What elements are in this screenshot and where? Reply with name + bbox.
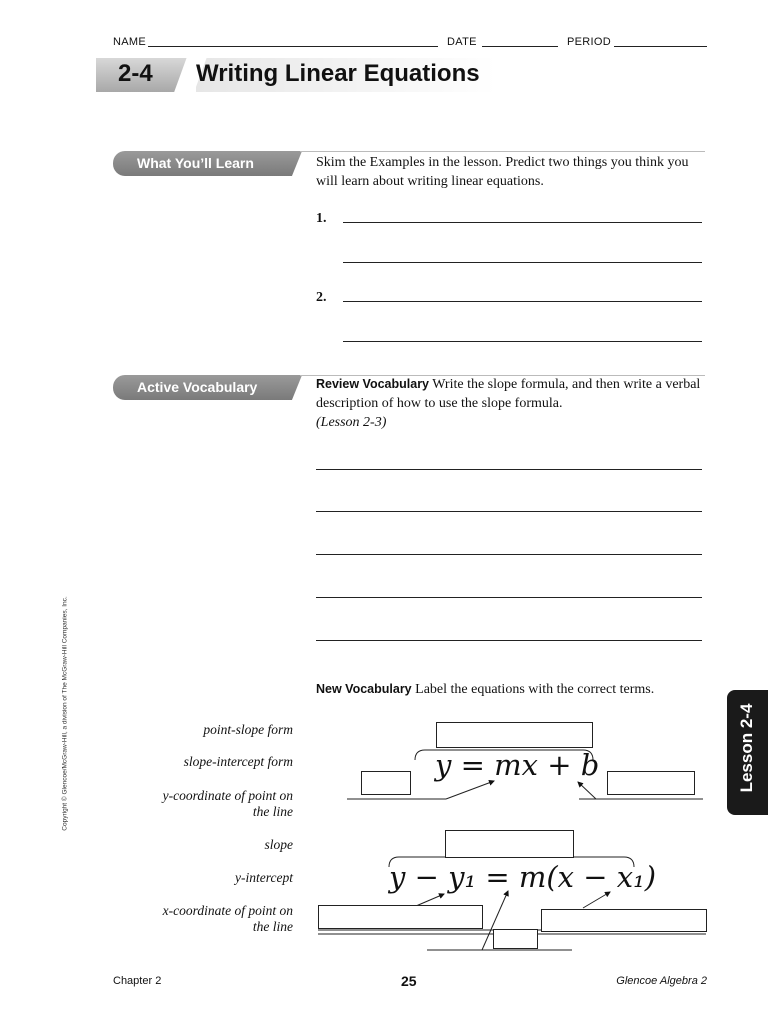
review-vocabulary-prompt: Write the slope formula, and then write a verbal description of how to use the slope formula. bbox=[316, 377, 701, 411]
lesson-side-tab bbox=[727, 690, 768, 815]
name-label: NAME bbox=[113, 36, 146, 48]
term-slope: slope bbox=[264, 837, 293, 852]
term-y-coordinate: y-coordinate of point on the line bbox=[162, 788, 293, 819]
footer-book-title: Glencoe Algebra 2 bbox=[616, 975, 707, 987]
eq2-label-box-left[interactable] bbox=[318, 905, 483, 929]
slope-intercept-equation: y = mx + b bbox=[435, 748, 600, 782]
term-point-slope-form: point-slope form bbox=[203, 722, 293, 737]
eq1-label-box-right[interactable] bbox=[607, 771, 695, 795]
new-vocabulary-heading: New Vocabulary bbox=[316, 682, 412, 696]
review-vocabulary-heading: Review Vocabulary bbox=[316, 377, 430, 391]
point-slope-equation: y − y₁ = m(x − x₁) bbox=[389, 860, 657, 894]
footer-chapter: Chapter 2 bbox=[113, 975, 162, 987]
tab-label: What You’ll Learn bbox=[137, 155, 254, 171]
period-label: PERIOD bbox=[567, 36, 611, 48]
term-y-intercept: y-intercept bbox=[235, 870, 293, 885]
item-number-2: 2. bbox=[316, 290, 327, 305]
tab-label: Active Vocabulary bbox=[137, 379, 258, 395]
eq2-label-box-bottom[interactable] bbox=[493, 929, 538, 949]
page-title: Writing Linear Equations bbox=[196, 60, 480, 87]
eq1-label-box-top[interactable] bbox=[436, 722, 593, 748]
learn-prompt: Skim the Examples in the lesson. Predict two things you think you will learn about writing linear equations. bbox=[316, 155, 689, 189]
item-number-1: 1. bbox=[316, 211, 327, 226]
term-slope-intercept-form: slope-intercept form bbox=[183, 754, 293, 769]
eq2-label-box-right[interactable] bbox=[541, 909, 707, 932]
term-x-coordinate: x-coordinate of point on the line bbox=[162, 903, 293, 934]
eq2-label-box-top[interactable] bbox=[445, 830, 574, 858]
copyright-notice: Copyright © Glencoe/McGraw-Hill, a division of The McGraw-Hill Companies, Inc. bbox=[61, 596, 69, 831]
date-label: DATE bbox=[447, 36, 477, 48]
review-vocabulary-reference: (Lesson 2-3) bbox=[316, 415, 387, 430]
lesson-number: 2-4 bbox=[118, 60, 153, 87]
side-tab-label: Lesson 2-4 bbox=[737, 703, 756, 793]
footer-page-number: 25 bbox=[401, 973, 417, 989]
new-vocabulary-prompt: Label the equations with the correct terms. bbox=[415, 682, 655, 697]
eq1-label-box-left[interactable] bbox=[361, 771, 411, 795]
